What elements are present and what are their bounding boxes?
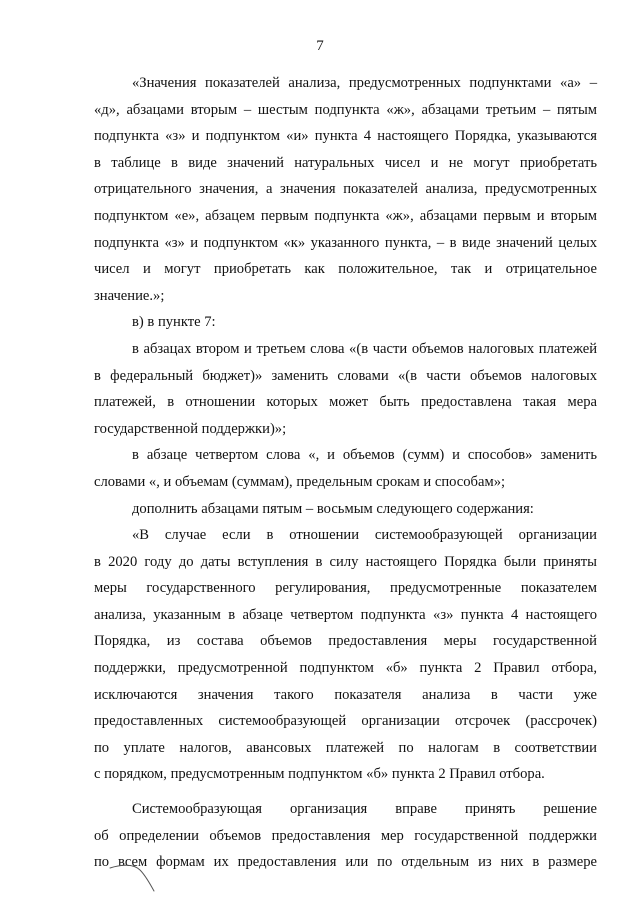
text-line: с порядком, предусмотренным подпунктом «б» пункта 2 Правил отбора. <box>94 766 545 783</box>
text-line: в таблице в виде значений натуральных чисел и не могут приобретать <box>94 154 597 171</box>
text-line: чисел и могут приобретать как положительное, так и отрицательное <box>94 261 597 278</box>
text-line: Порядка, из состава объемов предоставления меры государственной <box>94 633 597 650</box>
text-line: подпунктом «е», абзацем первым подпункта «ж», абзацами первым и вторым <box>94 207 597 224</box>
text-line: исключаются значения такого показателя анализа в части уже <box>94 686 597 703</box>
text-line: платежей, в отношении которых может быть предоставлена такая мера <box>94 394 597 411</box>
text-line: подпункта «з» и подпунктом «и» пункта 4 настоящего Порядка, указываются <box>94 128 597 145</box>
text-line: «В случае если в отношении системообразующей организации <box>132 527 597 544</box>
text-line: «д», абзацами вторым – шестым подпункта «ж», абзацами третьим – пятым <box>94 101 597 118</box>
text-line: государственной поддержки)»; <box>94 420 287 437</box>
text-line: словами «, и объемам (суммам), предельным срокам и способам»; <box>94 473 506 490</box>
page-number: 7 <box>316 38 324 54</box>
text-line: в) в пункте 7: <box>132 314 216 331</box>
text-line: «Значения показателей анализа, предусмотренных подпунктами «а» – <box>132 75 597 91</box>
text-line: дополнить абзацами пятым – восьмым следующего содержания: <box>132 500 534 517</box>
text-line: в абзаце четвертом слова «, и объемов (сумм) и способов» заменить <box>132 447 597 464</box>
text-line: по всем формам их предоставления или по отдельным из них в размере <box>94 854 597 871</box>
text-line: анализа, указанным в абзаце четвертом подпункта «з» пункта 4 настоящего <box>94 606 597 623</box>
text-line: предоставленных системообразующей организации отсрочек (рассрочек) <box>94 713 597 730</box>
text-line: меры государственного регулирования, предусмотренные показателем <box>94 580 597 597</box>
text-line: в абзацах втором и третьем слова «(в части объемов налоговых платежей <box>132 340 597 357</box>
text-line: по уплате налогов, авансовых платежей по налогам в соответствии <box>94 739 597 756</box>
document-body <box>94 70 597 876</box>
handwritten-stroke <box>108 858 158 894</box>
text-line: об определении объемов предоставления мер государственной поддержки <box>94 827 597 844</box>
text-line: значение.»; <box>94 287 165 304</box>
text-line: подпункта «з» и подпунктом «к» указанного пункта, – в виде значений целых <box>94 234 597 251</box>
text-line: поддержки, предусмотренной подпунктом «б» пункта 2 Правил отбора, <box>94 660 597 677</box>
text-line: в федеральный бюджет)» заменить словами «(в части объемов налоговых <box>94 367 597 384</box>
text-line: отрицательного значения, а значения показателей анализа, предусмотренных <box>94 181 597 198</box>
text-line: Системообразующая организация вправе принять решение <box>132 801 597 818</box>
text-line: в 2020 году до даты вступления в силу настоящего Порядка были приняты <box>94 553 597 570</box>
